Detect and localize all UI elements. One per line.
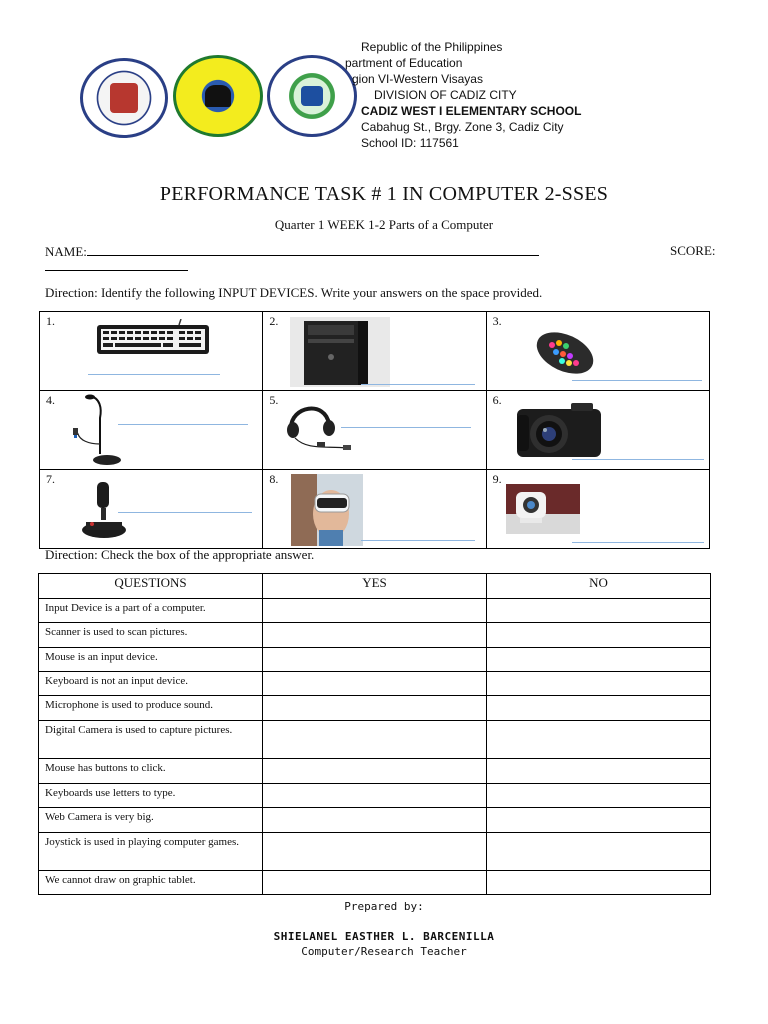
header-republic: Republic of the Philippines: [361, 40, 503, 54]
question-text: Input Device is a part of a computer.: [39, 599, 263, 623]
item-cell-5: [263, 391, 486, 470]
item-cell-4: [40, 391, 263, 470]
question-text: Mouse is an input device.: [39, 648, 263, 672]
vr-headset-icon: [291, 474, 363, 546]
question-text: Joystick is used in playing computer games.: [39, 833, 263, 871]
header-department: partment of Education: [345, 56, 463, 70]
item-number: 7.: [46, 472, 55, 486]
yes-checkbox[interactable]: [263, 721, 487, 759]
answer-line[interactable]: [118, 424, 248, 425]
cadiz-division-seal-icon: [173, 55, 263, 137]
yes-checkbox[interactable]: [263, 759, 487, 784]
headset-icon: [285, 396, 355, 462]
answer-line[interactable]: [361, 384, 475, 385]
deped-seal-icon: [80, 58, 168, 138]
score-line[interactable]: [45, 270, 188, 271]
header-address: Cabahug St., Brgy. Zone 3, Cadiz City: [361, 120, 564, 134]
answer-line[interactable]: [572, 542, 704, 543]
item-number: 9.: [492, 472, 502, 486]
no-checkbox[interactable]: [487, 648, 711, 672]
yes-checkbox[interactable]: [263, 808, 487, 833]
no-checkbox[interactable]: [487, 871, 711, 895]
joystick-icon: [80, 478, 130, 540]
question-text: Microphone is used to produce sound.: [39, 696, 263, 721]
header-no: NO: [487, 574, 711, 599]
no-checkbox[interactable]: [487, 759, 711, 784]
no-checkbox[interactable]: [487, 672, 711, 696]
no-checkbox[interactable]: [487, 808, 711, 833]
yes-checkbox[interactable]: [263, 696, 487, 721]
name-line[interactable]: [87, 243, 539, 256]
microphone-icon: [70, 394, 130, 466]
teacher-name: SHIELANEL EASTHER L. BARCENILLA: [273, 930, 495, 943]
item-cell-9: [486, 470, 709, 549]
answer-line[interactable]: [341, 427, 471, 428]
yes-checkbox[interactable]: [263, 672, 487, 696]
header-school-name: CADIZ WEST I ELEMENTARY SCHOOL: [361, 104, 582, 118]
no-checkbox[interactable]: [487, 833, 711, 871]
answer-line[interactable]: [572, 459, 704, 460]
item-number: 8.: [269, 472, 279, 486]
no-checkbox[interactable]: [487, 696, 711, 721]
digital-camera-icon: [515, 401, 605, 459]
page-title: PERFORMANCE TASK # 1 IN COMPUTER 2-SSES: [159, 183, 609, 205]
item-cell-7: [40, 470, 263, 549]
cadiz-west-school-seal-icon: [267, 55, 357, 137]
no-checkbox[interactable]: [487, 784, 711, 808]
direction-check: Direction: Check the box of the appropriate answer.: [45, 547, 315, 562]
item-number: 5.: [269, 393, 279, 407]
header-school-id: School ID: 117561: [361, 136, 459, 150]
teacher-role: Computer/Research Teacher: [301, 945, 467, 958]
yes-checkbox[interactable]: [263, 833, 487, 871]
question-text: We cannot draw on graphic tablet.: [39, 871, 263, 895]
name-field[interactable]: [45, 243, 539, 260]
mouse-icon: [532, 327, 598, 379]
question-text: Scanner is used to scan pictures.: [39, 623, 263, 648]
item-number: 4.: [46, 393, 55, 407]
yes-checkbox[interactable]: [263, 871, 487, 895]
input-devices-grid: [39, 311, 710, 549]
yes-checkbox[interactable]: [263, 784, 487, 808]
yes-checkbox[interactable]: [263, 648, 487, 672]
header-yes: YES: [263, 574, 487, 599]
system-unit-icon: [290, 317, 390, 387]
yes-checkbox[interactable]: [263, 623, 487, 648]
question-text: Web Camera is very big.: [39, 808, 263, 833]
item-number: 1.: [46, 314, 55, 328]
no-checkbox[interactable]: [487, 623, 711, 648]
item-cell-2: [263, 312, 486, 391]
answer-line[interactable]: [118, 512, 252, 513]
page-subtitle: Quarter 1 WEEK 1-2 Parts of a Computer: [274, 217, 494, 232]
question-text: Keyboards use letters to type.: [39, 784, 263, 808]
keyboard-icon: [95, 319, 211, 357]
answer-line[interactable]: [88, 374, 220, 375]
item-number: 3.: [492, 314, 502, 328]
prepared-by-label: Prepared by:: [344, 900, 424, 913]
direction-identify: Direction: Identify the following INPUT DEVICES. Write your answers on the space provided.: [45, 285, 543, 300]
item-number: 2.: [269, 314, 279, 328]
item-cell-1: [40, 312, 263, 391]
score-label: SCORE:: [670, 243, 716, 258]
header-division: DIVISION OF CADIZ CITY: [374, 88, 517, 102]
header-questions: QUESTIONS: [39, 574, 263, 599]
no-checkbox[interactable]: [487, 599, 711, 623]
question-text: Mouse has buttons to click.: [39, 759, 263, 784]
answer-line[interactable]: [572, 380, 702, 381]
no-checkbox[interactable]: [487, 721, 711, 759]
questions-table: [38, 573, 711, 895]
name-label: NAME:: [45, 244, 87, 259]
yes-checkbox[interactable]: [263, 599, 487, 623]
item-cell-8: [263, 470, 486, 549]
answer-line[interactable]: [361, 540, 475, 541]
item-cell-3: [486, 312, 709, 391]
web-camera-icon: [506, 484, 580, 534]
item-number: 6.: [492, 393, 502, 407]
question-text: Keyboard is not an input device.: [39, 672, 263, 696]
header-region: gion VI-Western Visayas: [352, 72, 483, 86]
question-text: Digital Camera is used to capture pictures.: [39, 721, 263, 759]
item-cell-6: [486, 391, 709, 470]
